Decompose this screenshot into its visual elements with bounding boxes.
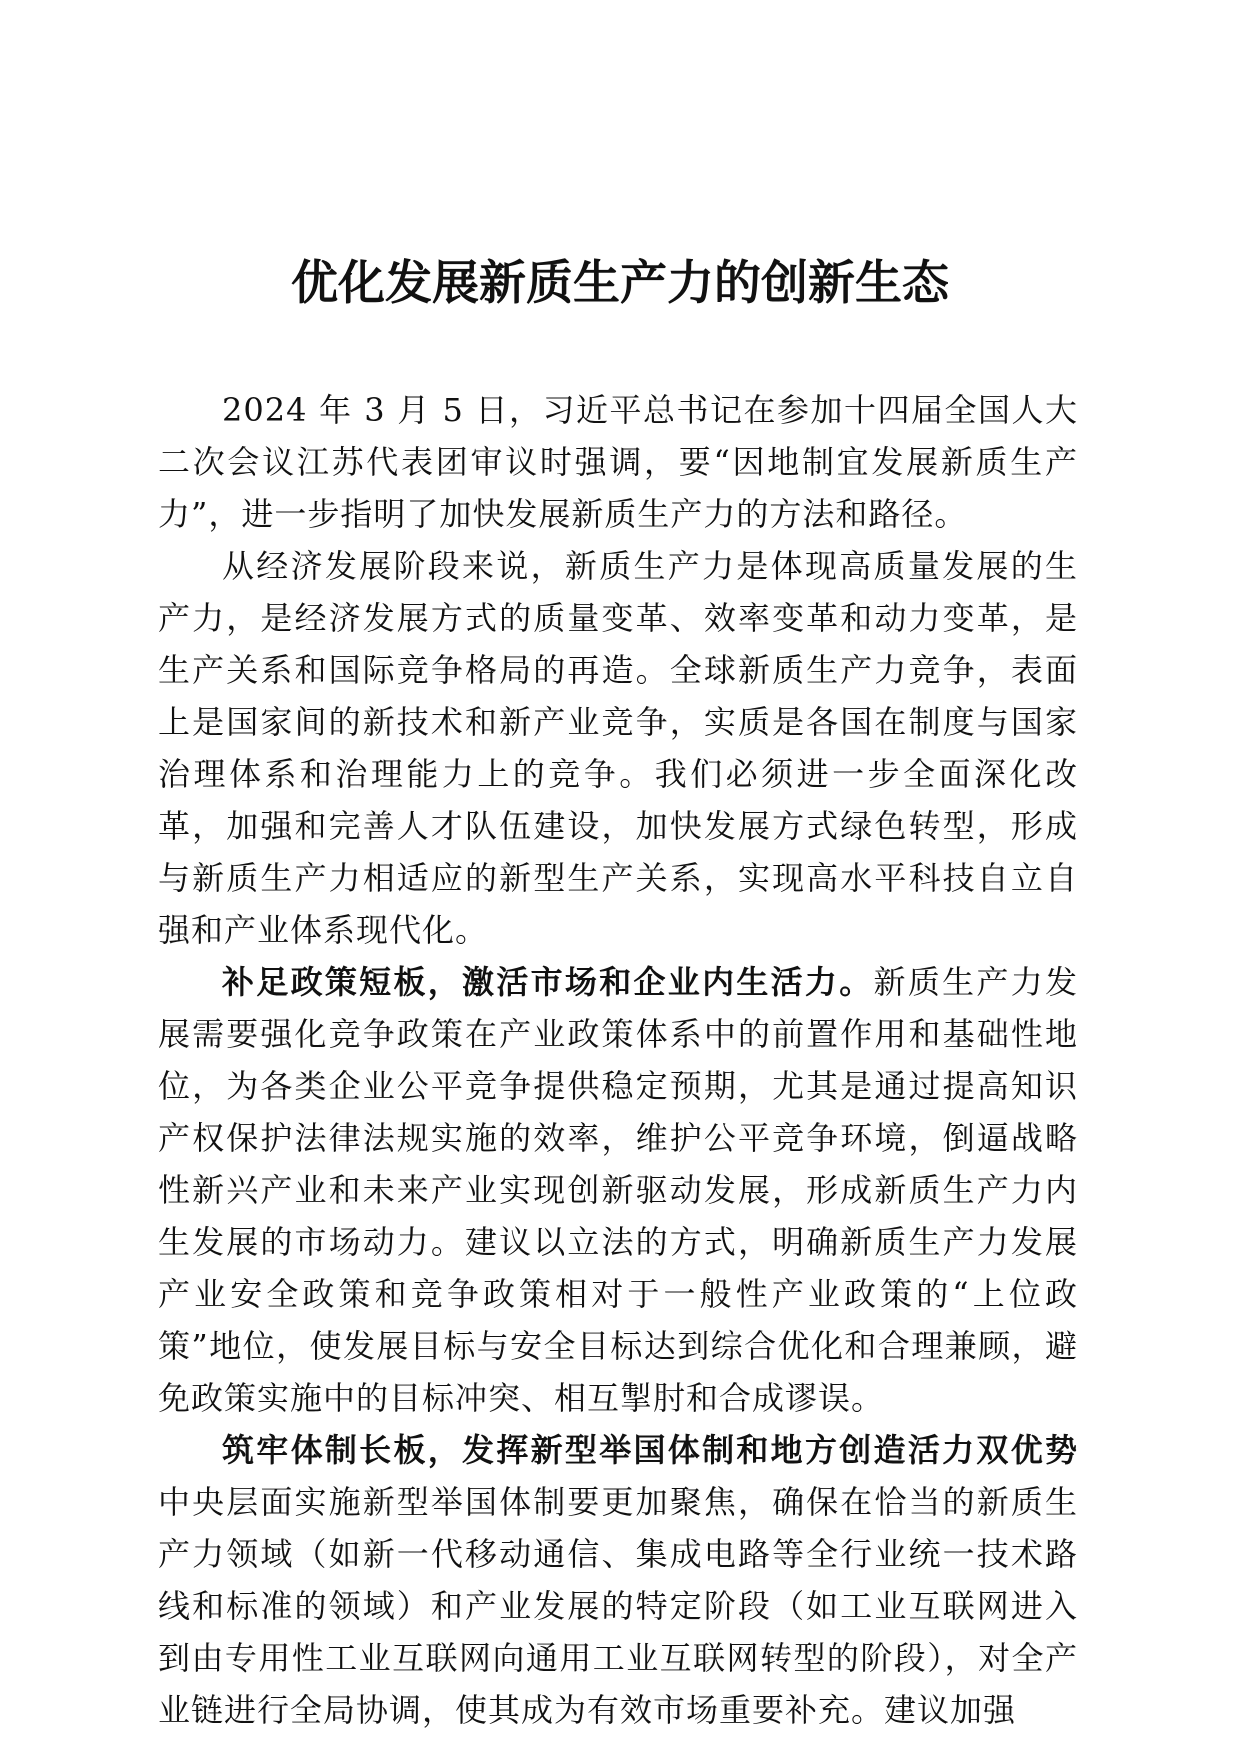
paragraph-1-text: 2024 年 3 月 5 日，习近平总书记在参加十四届全国人大二次会议江苏代表团审议时强调，要“因地制宜发展新质生产力”，进一步指明了加快发展新质生产力的方法和路径。 — [158, 391, 1078, 533]
paragraph-3-text: 新质生产力发展需要强化竞争政策在产业政策体系中的前置作用和基础性地位，为各类企业公平竞争提供稳定预期，尤其是通过提高知识产权保护法律法规实施的效率，维护公平竞争环境，倒逼战略性新兴产业和未来产业实现创新驱动发展，形成新质生产力内生发展的市场动力。建议以立法的方式，明确新质生产力发展产业安全政策和竞争政策相对于一般性产业政策的“上位政策”地位，使发展目标与安全目标达到综合优化和合理兼顾，避免政策实施中的目标冲突、相互掣肘和合成谬误。 — [158, 963, 1078, 1417]
paragraph-2-text: 从经济发展阶段来说，新质生产力是体现高质量发展的生产力，是经济发展方式的质量变革、效率变革和动力变革，是生产关系和国际竞争格局的再造。全球新质生产力竞争，表面上是国家间的新技术和新产业竞争，实质是各国在制度与国家治理体系和治理能力上的竞争。我们必须进一步全面深化改革，加强和完善人才队伍建设，加快发展方式绿色转型，形成与新质生产力相适应的新型生产关系，实现高水平科技自立自强和产业体系现代化。 — [158, 547, 1078, 949]
paragraph-4-lead-heading: 筑牢体制长板，发挥新型举国体制和地方创造活力双优势 — [222, 1431, 1078, 1469]
document-body — [158, 384, 1078, 1736]
paragraph-1 — [158, 384, 1078, 540]
paragraph-3 — [158, 956, 1078, 1424]
paragraph-3-lead-heading: 补足政策短板，激活市场和企业内生活力。 — [222, 963, 874, 1001]
paragraph-4-text: 中央层面实施新型举国体制要更加聚焦，确保在恰当的新质生产力领域（如新一代移动通信、集成电路等全行业统一技术路线和标准的领域）和产业发展的特定阶段（如工业互联网进入到由专用性工业互联网向通用工业互联网转型的阶段），对全产业链进行全局协调，使其成为有效市场重要补充。建议加强 — [158, 1483, 1078, 1729]
paragraph-4 — [158, 1424, 1078, 1736]
document-title: 优化发展新质生产力的创新生态 — [291, 256, 949, 311]
paragraph-2 — [158, 540, 1078, 956]
